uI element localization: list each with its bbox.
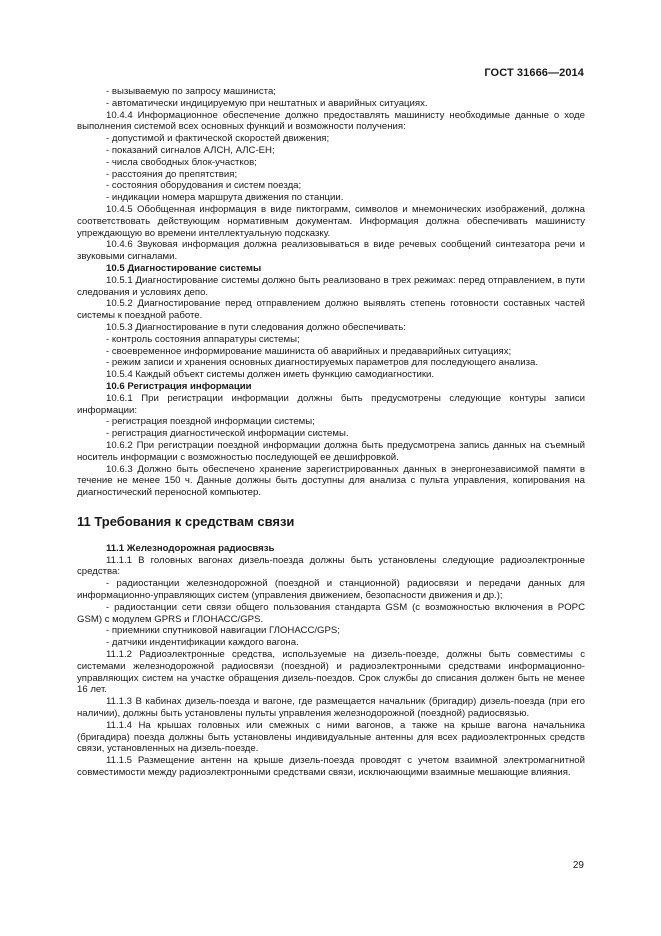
paragraph: - расстояния до препятствия; [106,168,238,180]
paragraph: 10.4.6 Звуковая информация должна реализовываться в виде речевых сообщений синтезатора речи и звуковыми сигналами. [77,239,585,263]
subsection-heading: 10.5 Диагностирование системы [106,262,262,274]
paragraph: - регистрация диагностической информации системы. [106,428,349,440]
document-code: ГОСТ 31666—2014 [484,67,584,79]
document-body [77,86,585,779]
paragraph: - регистрация поездной информации системы; [106,416,315,428]
section-heading: 11 Требования к средствам связи [77,513,295,529]
paragraph: 10.5.3 Диагностирование в пути следования должно обеспечивать: [106,321,406,333]
paragraph: - состояния оборудования и систем поезда; [106,180,302,192]
paragraph: - контроль состояния аппаратуры системы; [106,333,300,345]
paragraph: 10.5.2 Диагностирование перед отправлением должно выявлять степень готовности составных частей системы к поездной работе. [77,298,585,322]
paragraph: - автоматически индицируемую при нештатных и аварийных ситуациях. [106,97,428,109]
subsection-heading: 11.1 Железнодорожная радиосвязь [106,542,275,554]
paragraph: - приемники спутниковой навигации ГЛОНАСС/GPS; [106,625,340,637]
paragraph: - режим записи и хранения основных диагностируемых параметров для последующего анализа. [106,357,538,369]
paragraph: 11.1.1 В головных вагонах дизель-поезда должны быть установлены следующие радиоэлектронные средства: [77,554,585,578]
paragraph: - радиостанции железнодорожной (поездной и станционной) радиосвязи и передачи данных для информационно-управляющих систем (управления движением, безопасности движения и др.); [77,578,585,602]
paragraph: 11.1.3 В кабинах дизель-поезда и вагоне, где размещается начальник (бригадир) дизель-поезда (при его наличии), должны быть установлены пульты управления железнодорожной (поездной) радиосвязью. [77,696,585,720]
paragraph: - показаний сигналов АЛСН, АЛС-ЕН; [106,144,275,156]
paragraph: - допустимой и фактической скоростей движения; [106,133,330,145]
paragraph: 11.1.5 Размещение антенн на крыше дизель-поезда проводят с учетом взаимной электромагнитной совместимости между радиоэлектронными средствами связи, исключающими взаимные мешающие влияния. [77,755,585,779]
paragraph: 10.5.1 Диагностирование системы должно быть реализовано в трех режимах: перед отправлением, в пути следования и условиях депо. [77,274,585,298]
paragraph: 11.1.4 На крышах головных или смежных с ними вагонов, а также на крыше вагона начальника (бригадира) поезда должны быть установлены индивидуальные антенны для всех радиоэлектронных средств связи, установленных на дизель-поезде. [77,719,585,755]
paragraph: 10.6.3 Должно быть обеспечено хранение зарегистрированных данных в энергонезависимой памяти в течение не менее 150 ч. Данные должны быть доступны для анализа с пульта управления, копирования на диагностический переносной компьютер. [77,463,585,499]
paragraph: 10.4.4 Информационное обеспечение должно предоставлять машинисту необходимые данные о ходе выполнения системой всех основных функций и возможности получения: [77,109,585,133]
paragraph: - индикации номера маршрута движения по станции. [106,192,344,204]
paragraph: 10.5.4 Каждый объект системы должен иметь функцию самодиагностики. [106,369,435,381]
paragraph: 10.6.1 При регистрации информации должны быть предусмотрены следующие контуры записи информации: [77,392,585,416]
paragraph: 11.1.2 Радиоэлектронные средства, используемые на дизель-поезде, должны быть совместимы с системами железнодорожной радиосвязи (поездной) и радиоэлектронными средствами информационно-управляющих систем на участке обращения дизель-поездов. Срок службы до списания должен быть не менее 16 лет. [77,649,585,696]
page-number: 29 [572,860,584,871]
subsection-heading: 10.6 Регистрация информации [106,380,252,392]
paragraph: - датчики индентификации каждого вагона. [106,637,299,649]
paragraph: - радиостанции сети связи общего пользования стандарта GSM (с возможностью включения в POPC GSM) с модулем GPRS и ГЛОНАСС/GPS. [77,601,585,625]
paragraph: 10.4.5 Обобщенная информация в виде пиктограмм, символов и мнемонических изображений, должна соответствовать действующим нормативным документам. Информация должна обеспечивать машинисту упреждающую во времени интеллектуальную подсказку. [77,203,585,239]
paragraph: - вызываемую по запросу машиниста; [106,86,276,97]
paragraph: - своевременное информирование машиниста об аварийных и предаварийных ситуациях; [106,345,512,357]
paragraph: - числа свободных блок-участков; [106,156,257,168]
paragraph: 10.6.2 При регистрации поездной информации должна быть предусмотрена запись данных на съемный носитель информации с возможностью последующей ее дешифровкой. [77,439,585,463]
